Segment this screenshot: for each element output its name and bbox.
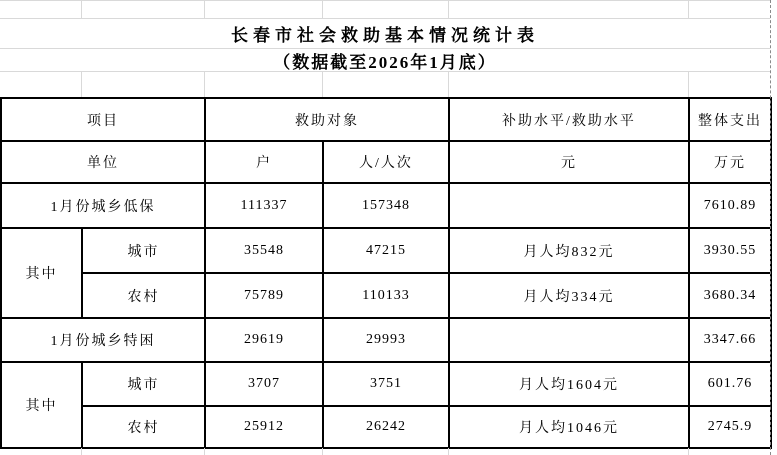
sheet-gridline: [81, 1, 82, 18]
dibao-rural-persons-cell[interactable]: 110133: [323, 273, 449, 318]
dibao-rural-expense-cell[interactable]: 3680.34: [689, 273, 771, 318]
tekun-rural-label-cell[interactable]: 农村: [82, 406, 205, 448]
tekun-label-cell[interactable]: 1月份城乡特困: [1, 318, 205, 362]
dibao-urban-persons-cell[interactable]: 47215: [323, 228, 449, 273]
dibao-rural-label-cell[interactable]: 农村: [82, 273, 205, 318]
tekun-urban-households-cell[interactable]: 3707: [205, 362, 323, 406]
header-total-expense-cell[interactable]: 整体支出: [689, 98, 771, 141]
sheet-gridline: [448, 448, 449, 455]
tekun-total-row: [1, 318, 771, 362]
statistics-table: [0, 97, 772, 449]
sheet-gridline: [204, 448, 205, 455]
tekun-level-cell[interactable]: [449, 318, 689, 362]
dibao-households-cell[interactable]: 111337: [205, 183, 323, 228]
unit-yuan-cell[interactable]: 元: [449, 141, 689, 183]
tekun-rural-expense-cell[interactable]: 2745.9: [689, 406, 771, 448]
tekun-urban-row: [1, 362, 771, 406]
sheet-empty-row-bottom: [0, 448, 770, 455]
unit-household-cell[interactable]: 户: [205, 141, 323, 183]
tekun-urban-expense-cell[interactable]: 601.76: [689, 362, 771, 406]
sheet-subtitle-cell[interactable]: [0, 49, 770, 72]
units-row: [1, 141, 771, 183]
dibao-urban-label-cell[interactable]: 城市: [82, 228, 205, 273]
unit-label-cell[interactable]: 单位: [1, 141, 205, 183]
dibao-level-cell[interactable]: [449, 183, 689, 228]
sheet-gridline: [322, 72, 323, 97]
tekun-households-cell[interactable]: 29619: [205, 318, 323, 362]
dibao-group-cell[interactable]: 其中: [1, 228, 82, 318]
tekun-urban-label-cell[interactable]: 城市: [82, 362, 205, 406]
sheet-gridline: [204, 72, 205, 97]
unit-person-cell[interactable]: 人/人次: [323, 141, 449, 183]
dibao-expense-cell[interactable]: 7610.89: [689, 183, 771, 228]
sheet-gridline: [322, 1, 323, 18]
dibao-urban-expense-cell[interactable]: 3930.55: [689, 228, 771, 273]
sheet-empty-row-mid: [0, 72, 770, 97]
header-item-cell[interactable]: 项目: [1, 98, 205, 141]
tekun-urban-level-cell[interactable]: 月人均1604元: [449, 362, 689, 406]
header-subsidy-level-cell[interactable]: 补助水平/救助水平: [449, 98, 689, 141]
dibao-rural-row: [1, 273, 771, 318]
sheet-gridline: [322, 448, 323, 455]
dibao-total-row: [1, 183, 771, 228]
tekun-persons-cell[interactable]: 29993: [323, 318, 449, 362]
tekun-rural-level-cell[interactable]: 月人均1046元: [449, 406, 689, 448]
dibao-urban-households-cell[interactable]: 35548: [205, 228, 323, 273]
sheet-title-cell[interactable]: [0, 19, 770, 49]
sheet-empty-row-top: [0, 0, 770, 19]
dibao-persons-cell[interactable]: 157348: [323, 183, 449, 228]
dibao-urban-level-cell[interactable]: 月人均832元: [449, 228, 689, 273]
tekun-rural-row: [1, 406, 771, 448]
tekun-rural-households-cell[interactable]: 25912: [205, 406, 323, 448]
sheet-gridline: [688, 72, 689, 97]
tekun-urban-persons-cell[interactable]: 3751: [323, 362, 449, 406]
sheet-gridline: [81, 448, 82, 455]
unit-wanyuan-cell[interactable]: 万元: [689, 141, 771, 183]
header-aid-target-cell[interactable]: 救助对象: [205, 98, 449, 141]
sheet-gridline: [688, 1, 689, 18]
sheet-gridline: [448, 1, 449, 18]
sheet-gridline: [204, 1, 205, 18]
tekun-expense-cell[interactable]: 3347.66: [689, 318, 771, 362]
tekun-group-cell[interactable]: 其中: [1, 362, 82, 448]
sheet-subtitle: （数据截至2026年1月底）: [273, 52, 497, 72]
sheet-gridline: [448, 72, 449, 97]
tekun-rural-persons-cell[interactable]: 26242: [323, 406, 449, 448]
dibao-label-cell[interactable]: 1月份城乡低保: [1, 183, 205, 228]
dibao-rural-level-cell[interactable]: 月人均334元: [449, 273, 689, 318]
dibao-rural-households-cell[interactable]: 75789: [205, 273, 323, 318]
sheet-title: 长春市社会救助基本情况统计表: [231, 26, 539, 45]
header-row: [1, 98, 771, 141]
sheet-gridline: [688, 448, 689, 455]
sheet-gridline: [81, 72, 82, 97]
page-break-line: [770, 0, 771, 455]
dibao-urban-row: [1, 228, 771, 273]
